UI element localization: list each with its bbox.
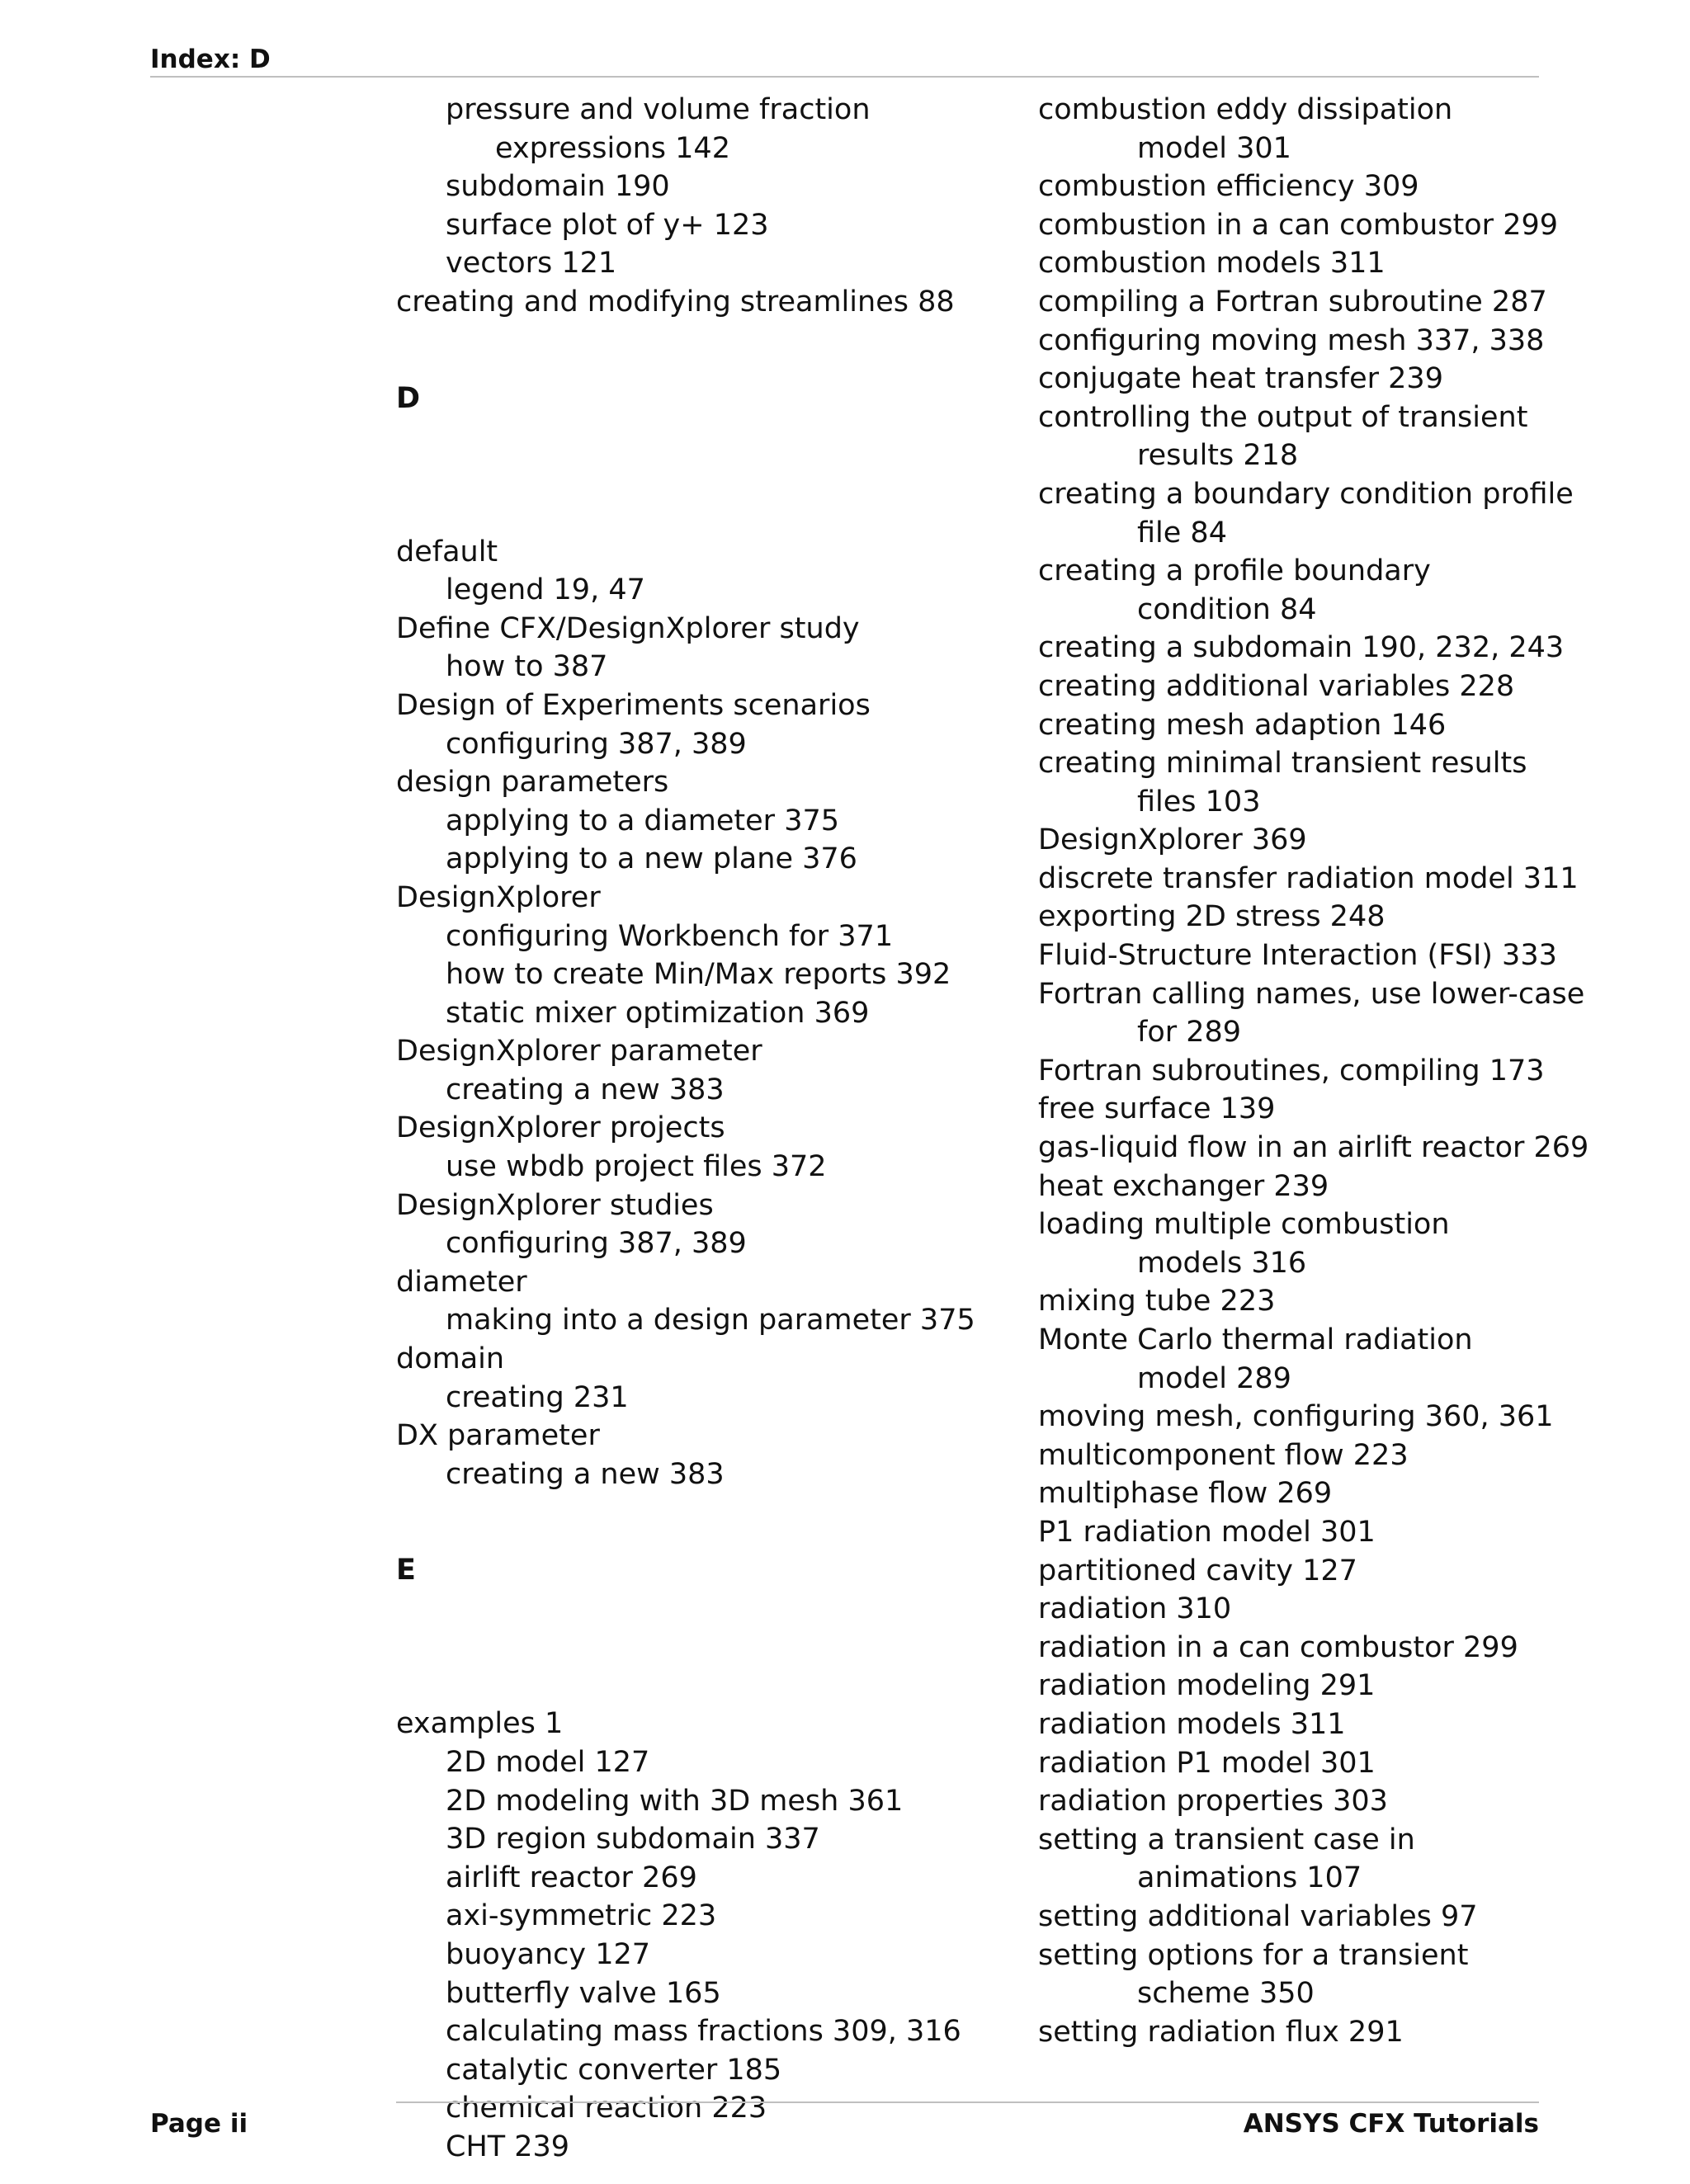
index-subentry: butterfly valve 165 bbox=[446, 1976, 721, 2010]
index-entry: multiphase flow 269 bbox=[1038, 1477, 1333, 1511]
index-entry: setting a transient case in bbox=[1038, 1823, 1415, 1856]
index-entry: creating minimal transient results bbox=[1038, 747, 1527, 781]
index-entry: Monte Carlo thermal radiation bbox=[1038, 1323, 1473, 1356]
index-subentry: expressions 142 bbox=[495, 131, 730, 165]
index-subentry: static mixer optimization 369 bbox=[446, 996, 870, 1030]
index-entry: combustion in a can combustor 299 bbox=[1038, 208, 1558, 242]
index-subentry: creating a new 383 bbox=[446, 1073, 725, 1106]
index-entry: moving mesh, configuring 360, 361 bbox=[1038, 1400, 1554, 1434]
running-header: Index: D bbox=[150, 45, 271, 74]
index-entry: creating mesh adaption 146 bbox=[1038, 708, 1447, 742]
index-entry: configuring moving mesh 337, 338 bbox=[1038, 323, 1545, 357]
index-entry: creating a profile boundary bbox=[1038, 554, 1431, 588]
index-entry: design parameters bbox=[396, 766, 669, 800]
index-entry: loading multiple combustion bbox=[1038, 1208, 1450, 1242]
index-entry: radiation P1 model 301 bbox=[1038, 1746, 1376, 1780]
index-subentry: how to 387 bbox=[446, 650, 608, 684]
section-spacer bbox=[396, 475, 990, 533]
index-subentry: use wbdb project files 372 bbox=[446, 1150, 827, 1184]
index-subentry: applying to a new plane 376 bbox=[446, 842, 857, 876]
index-subentry: creating 231 bbox=[446, 1380, 629, 1414]
header-divider bbox=[150, 76, 1539, 78]
index-entry: Fortran subroutines, compiling 173 bbox=[1038, 1054, 1545, 1087]
index-subentry: vectors 121 bbox=[446, 247, 617, 281]
index-subentry: creating a new 383 bbox=[446, 1457, 725, 1491]
index-entry: radiation 310 bbox=[1038, 1592, 1232, 1626]
index-entry: radiation modeling 291 bbox=[1038, 1669, 1376, 1703]
index-subentry: airlift reactor 269 bbox=[446, 1861, 697, 1894]
index-entry: Define CFX/DesignXplorer study bbox=[396, 611, 860, 645]
index-entry: exporting 2D stress 248 bbox=[1038, 900, 1386, 934]
index-entry: creating additional variables 228 bbox=[1038, 669, 1515, 703]
index-entry: radiation models 311 bbox=[1038, 1707, 1346, 1741]
index-subentry: model 301 bbox=[1137, 131, 1291, 165]
index-entry: DesignXplorer parameter bbox=[396, 1035, 762, 1068]
index-entry: Fluid-Structure Interaction (FSI) 333 bbox=[1038, 939, 1557, 973]
index-subentry: how to create Min/Max reports 392 bbox=[446, 958, 951, 992]
index-subentry: configuring 387, 389 bbox=[446, 1227, 747, 1261]
index-entry: partitioned cavity 127 bbox=[1038, 1554, 1357, 1587]
index-entry: creating a boundary condition profile bbox=[1038, 477, 1574, 511]
index-entry: setting radiation flux 291 bbox=[1038, 2015, 1404, 2049]
index-entry: heat exchanger 239 bbox=[1038, 1169, 1329, 1203]
index-entry: mixing tube 223 bbox=[1038, 1285, 1276, 1318]
index-entry: creating a subdomain 190, 232, 243 bbox=[1038, 631, 1565, 665]
index-subentry: results 218 bbox=[1137, 439, 1299, 473]
index-entry: multicomponent flow 223 bbox=[1038, 1438, 1409, 1472]
index-subentry: scheme 350 bbox=[1137, 1977, 1315, 2011]
index-subentry: configuring Workbench for 371 bbox=[446, 919, 894, 953]
index-entry: DX parameter bbox=[396, 1419, 600, 1453]
index-entry: diameter bbox=[396, 1265, 527, 1299]
index-subentry: making into a design parameter 375 bbox=[446, 1304, 975, 1337]
book-title: ANSYS CFX Tutorials bbox=[1243, 2109, 1539, 2139]
index-subentry: for 289 bbox=[1137, 1016, 1242, 1050]
index-entry: DesignXplorer studies bbox=[396, 1188, 714, 1222]
index-subentry: CHT 239 bbox=[446, 2130, 570, 2163]
index-subentry: subdomain 190 bbox=[446, 170, 670, 204]
index-entry: DesignXplorer bbox=[396, 880, 601, 914]
index-subentry: surface plot of y+ 123 bbox=[446, 208, 769, 242]
index-subentry: animations 107 bbox=[1137, 1861, 1362, 1895]
index-entry: Fortran calling names, use lower-case bbox=[1038, 977, 1585, 1011]
index-section-heading: E bbox=[396, 1554, 416, 1587]
index-entry: gas-liquid flow in an airlift reactor 269 bbox=[1038, 1131, 1589, 1165]
index-column-right bbox=[1038, 91, 1589, 2051]
index-entry: radiation properties 303 bbox=[1038, 1785, 1388, 1818]
index-subentry: 3D region subdomain 337 bbox=[446, 1823, 820, 1856]
index-entry: discrete transfer radiation model 311 bbox=[1038, 861, 1579, 895]
index-subentry: configuring 387, 389 bbox=[446, 727, 747, 761]
index-subentry: applying to a diameter 375 bbox=[446, 804, 839, 837]
index-entry: controlling the output of transient bbox=[1038, 400, 1528, 434]
index-entry: DesignXplorer 369 bbox=[1038, 823, 1307, 857]
index-subentry: 2D model 127 bbox=[446, 1746, 650, 1779]
index-subentry: files 103 bbox=[1137, 785, 1261, 818]
page-number: Page ii bbox=[150, 2109, 248, 2139]
index-entry: combustion eddy dissipation bbox=[1038, 93, 1453, 126]
index-subentry: chemical reaction 223 bbox=[446, 2092, 767, 2125]
index-entry: domain bbox=[396, 1342, 505, 1376]
index-entry: examples 1 bbox=[396, 1707, 564, 1741]
footer-divider bbox=[396, 2101, 1539, 2103]
index-subentry: calculating mass fractions 309, 316 bbox=[446, 2015, 961, 2049]
index-entry: Design of Experiments scenarios bbox=[396, 688, 871, 722]
index-entry: combustion efficiency 309 bbox=[1038, 170, 1419, 204]
section-spacer bbox=[396, 1647, 990, 1705]
index-column-left bbox=[396, 91, 990, 2167]
index-subentry: buoyancy 127 bbox=[446, 1937, 651, 1971]
index-entry: creating and modifying streamlines 88 bbox=[396, 285, 955, 318]
index-subentry: catalytic converter 185 bbox=[446, 2053, 782, 2087]
index-entry: setting additional variables 97 bbox=[1038, 1899, 1478, 1933]
index-subentry: file 84 bbox=[1137, 516, 1227, 550]
index-subentry: condition 84 bbox=[1137, 592, 1317, 626]
index-subentry: model 289 bbox=[1137, 1361, 1291, 1395]
index-entry: setting options for a transient bbox=[1038, 1938, 1469, 1972]
index-section-heading: D bbox=[396, 381, 421, 415]
index-entry: combustion models 311 bbox=[1038, 247, 1386, 281]
index-entry: radiation in a can combustor 299 bbox=[1038, 1630, 1518, 1664]
index-entry: compiling a Fortran subroutine 287 bbox=[1038, 285, 1547, 318]
index-entry: free surface 139 bbox=[1038, 1092, 1276, 1126]
index-entry: conjugate heat transfer 239 bbox=[1038, 362, 1443, 396]
index-subentry: models 316 bbox=[1137, 1246, 1307, 1280]
index-subentry: 2D modeling with 3D mesh 361 bbox=[446, 1784, 904, 1818]
index-subentry: legend 19, 47 bbox=[446, 573, 645, 607]
index-subentry: pressure and volume fraction bbox=[446, 93, 871, 126]
index-entry: default bbox=[396, 535, 498, 568]
index-entry: P1 radiation model 301 bbox=[1038, 1515, 1376, 1549]
index-subentry: axi-symmetric 223 bbox=[446, 1899, 717, 1933]
index-entry: DesignXplorer projects bbox=[396, 1111, 725, 1145]
